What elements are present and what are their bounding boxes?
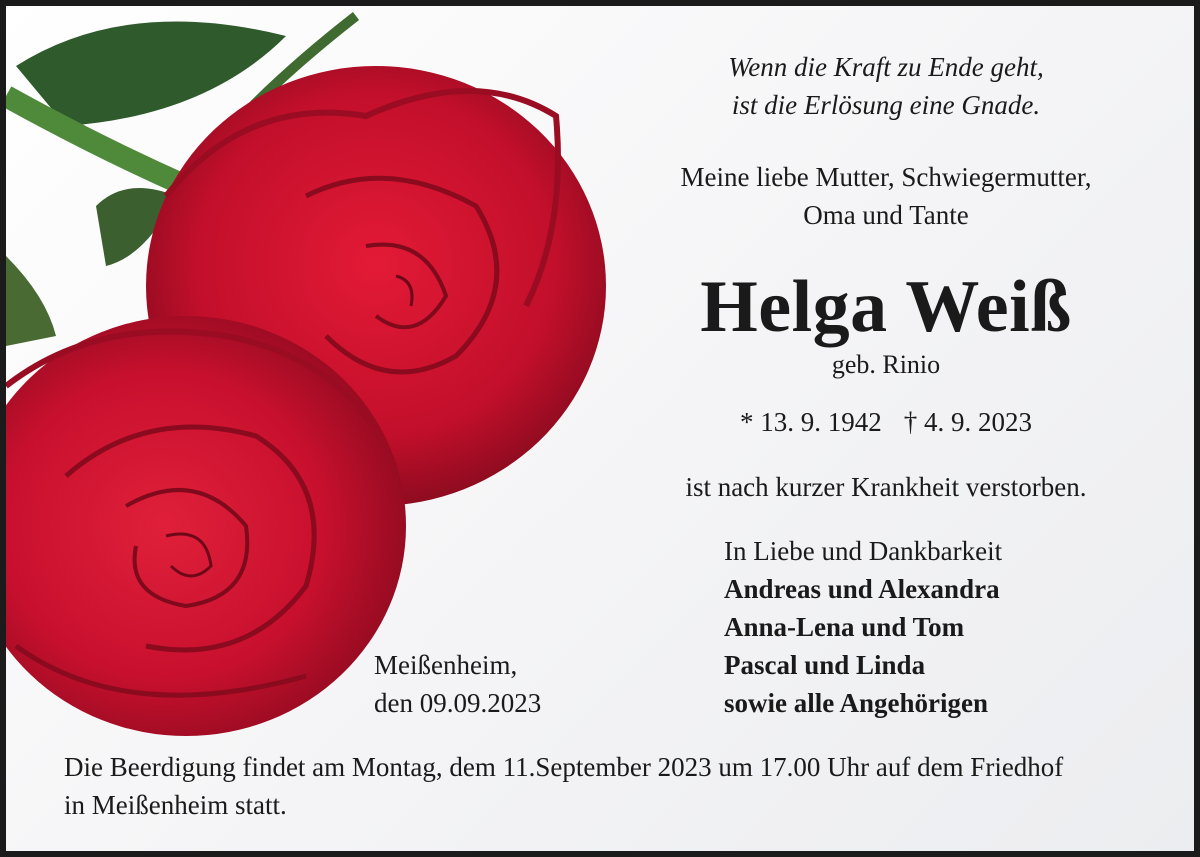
motto-line-2: ist die Erlösung eine Gnade. — [731, 90, 1041, 120]
birth-date: * 13. 9. 1942 — [740, 407, 882, 437]
mourner-name: Andreas und Alexandra — [724, 574, 1000, 604]
date: den 09.09.2023 — [374, 688, 542, 718]
funeral-line-1: Die Beerdigung findet am Montag, dem 11.September 2023 um 17.00 Uhr auf dem Friedhof — [64, 752, 1064, 782]
intro-text — [636, 158, 1136, 234]
mourners-block — [724, 532, 1144, 722]
death-date: † 4. 9. 2023 — [903, 407, 1032, 437]
mourner-name: Anna-Lena und Tom — [724, 612, 965, 642]
motto-line-1: Wenn die Kraft zu Ende geht, — [728, 52, 1044, 82]
intro-line-2: Oma und Tante — [803, 200, 969, 230]
red-roses-image — [6, 6, 646, 736]
funeral-notice — [64, 748, 1174, 824]
funeral-line-2: in Meißenheim statt. — [64, 790, 287, 820]
mourners-heading: In Liebe und Dankbarkeit — [724, 536, 1003, 566]
motto-verse — [636, 48, 1136, 124]
mourner-name: Pascal und Linda — [724, 650, 926, 680]
birth-name: geb. Rinio — [831, 350, 941, 379]
death-statement: ist nach kurzer Krankheit verstorben. — [685, 472, 1087, 502]
intro-line-1: Meine liebe Mutter, Schwiegermutter, — [680, 162, 1092, 192]
mourner-name: sowie alle Angehörigen — [724, 688, 988, 718]
deceased-name: Helga Weiß — [700, 266, 1072, 348]
life-dates — [636, 403, 1136, 441]
place-and-date — [374, 646, 634, 722]
place: Meißenheim, — [374, 650, 518, 680]
